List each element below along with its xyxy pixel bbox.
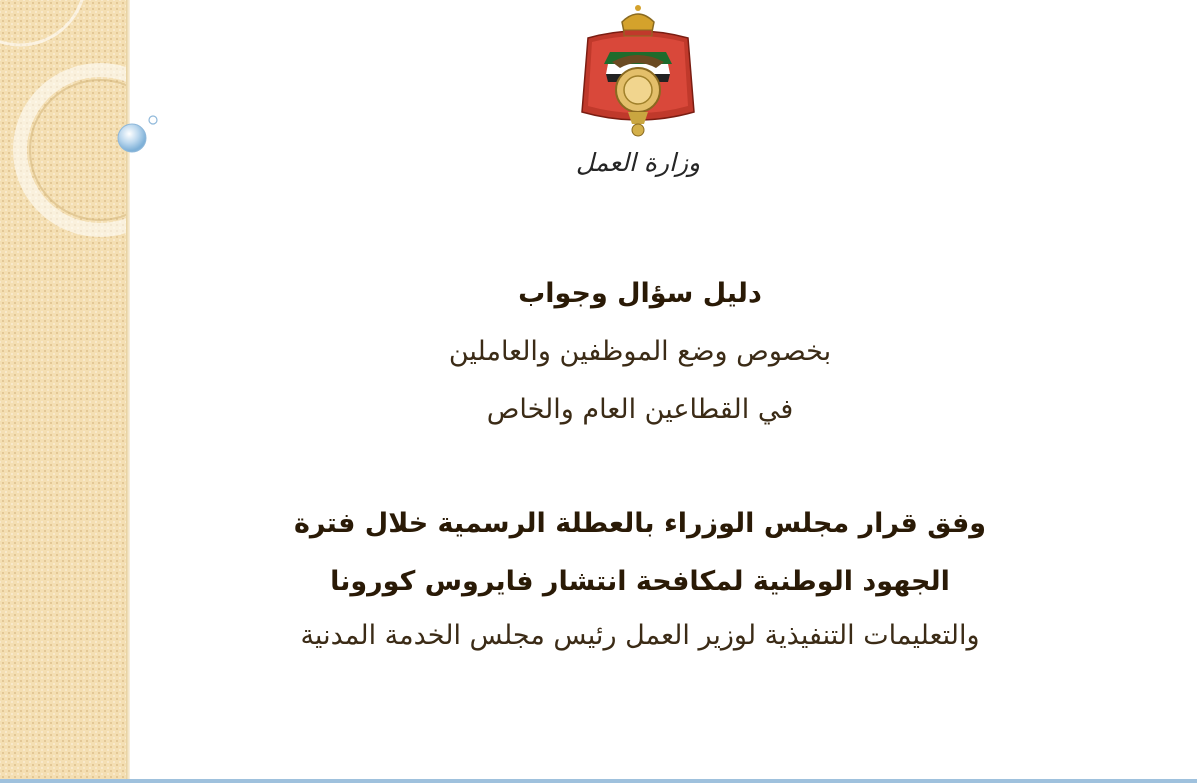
ministry-name: وزارة العمل xyxy=(575,148,701,177)
decision-line-1: وفق قرار مجلس الوزراء بالعطلة الرسمية خلال فترة xyxy=(293,508,987,539)
decision-line-2: الجهود الوطنية لمكافحة انتشار فايروس كورونا xyxy=(330,566,950,597)
bottom-accent-bar xyxy=(0,779,1197,783)
subtitle-line-1: بخصوص وضع الموظفين والعاملين xyxy=(448,336,832,367)
instructions-line: والتعليمات التنفيذية لوزير العمل رئيس مجلس الخدمة المدنية xyxy=(300,620,980,651)
jordan-coat-of-arms-icon xyxy=(572,2,704,142)
page-title: دليل سؤال وجواب xyxy=(518,278,762,309)
bubble-icon xyxy=(110,110,170,160)
subtitle-line-2: في القطاعين العام والخاص xyxy=(486,394,794,425)
